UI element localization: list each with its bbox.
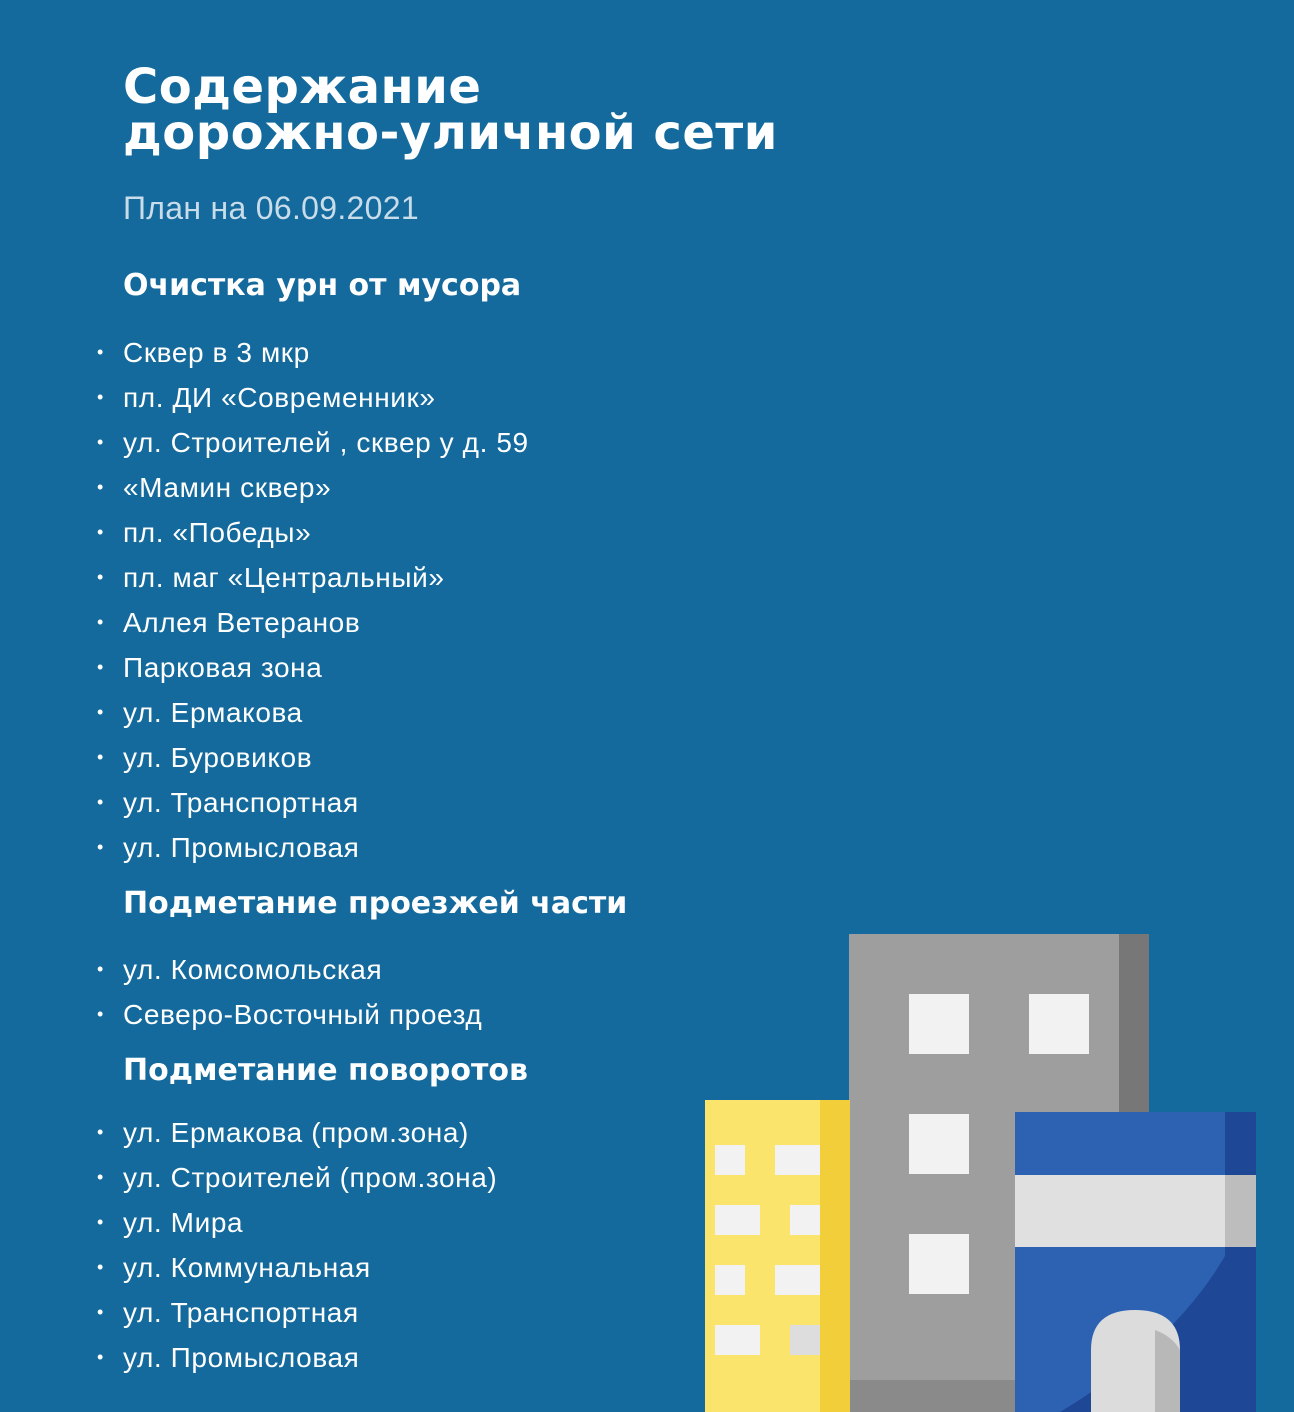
list-item: • «Мамин сквер» — [0, 465, 529, 510]
bullet-icon: • — [97, 387, 104, 407]
blue-building — [1015, 1112, 1256, 1412]
bullet-icon: • — [97, 567, 104, 587]
bullet-icon: • — [97, 342, 104, 362]
bullet-icon: • — [97, 522, 104, 542]
list-item: • Парковая зона — [0, 645, 529, 690]
bullet-icon: • — [97, 1004, 104, 1024]
section-heading-bin-cleaning: Очистка урн от мусора — [123, 268, 522, 303]
bullet-icon: • — [97, 1257, 104, 1277]
section-heading-turn-sweeping: Подметание поворотов — [123, 1053, 528, 1088]
bullet-icon: • — [97, 612, 104, 632]
list-item: • ул. Буровиков — [0, 735, 529, 780]
bullet-icon: • — [97, 1347, 104, 1367]
list-item: • Аллея Ветеранов — [0, 600, 529, 645]
bullet-icon: • — [97, 959, 104, 979]
list-item: • ул. Коммунальная — [0, 1245, 497, 1290]
plan-date: План на 06.09.2021 — [123, 190, 419, 226]
list-item: • ул. Строителей (пром.зона) — [0, 1155, 497, 1200]
list-item: • пл. ДИ «Современник» — [0, 375, 529, 420]
bullet-icon: • — [97, 1122, 104, 1142]
title-line-2: дорожно-уличной сети — [123, 105, 778, 161]
list-item: • ул. Строителей , сквер у д. 59 — [0, 420, 529, 465]
bullet-icon: • — [97, 1302, 104, 1322]
list-item: • ул. Транспортная — [0, 780, 529, 825]
list-item: • ул. Комсомольская — [0, 947, 482, 992]
list-item: • ул. Ермакова — [0, 690, 529, 735]
title-line-1: Содержание — [123, 59, 482, 115]
list-item: • ул. Промысловая — [0, 825, 529, 870]
bullet-icon: • — [97, 1212, 104, 1232]
yellow-building — [705, 1100, 850, 1412]
bullet-icon: • — [97, 1167, 104, 1187]
list-item: • Сквер в 3 мкр — [0, 330, 529, 375]
bullet-icon: • — [97, 792, 104, 812]
bullet-icon: • — [97, 657, 104, 677]
list-item: • пл. «Победы» — [0, 510, 529, 555]
list-item: • ул. Ермакова (пром.зона) — [0, 1110, 497, 1155]
list-item: • ул. Мира — [0, 1200, 497, 1245]
list-item: • Северо-Восточный проезд — [0, 992, 482, 1037]
bullet-icon: • — [97, 432, 104, 452]
bullet-icon: • — [97, 837, 104, 857]
bullet-icon: • — [97, 747, 104, 767]
section-heading-road-sweeping: Подметание проезжей части — [123, 886, 628, 921]
list-item: • пл. маг «Центральный» — [0, 555, 529, 600]
bullet-icon: • — [97, 702, 104, 722]
bullet-icon: • — [97, 477, 104, 497]
list-item: • ул. Промысловая — [0, 1335, 497, 1380]
list-item: • ул. Транспортная — [0, 1290, 497, 1335]
